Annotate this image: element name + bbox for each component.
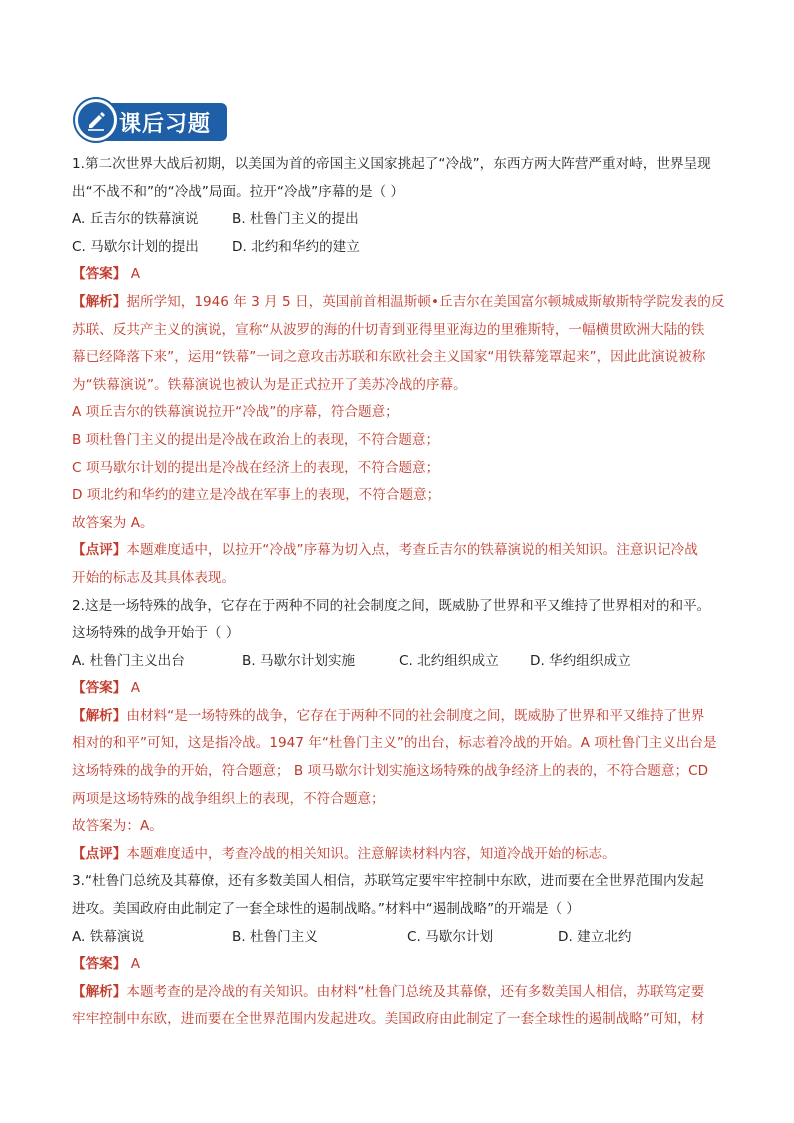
analysis-label: 【解析】 (72, 983, 127, 1000)
q1-stem-line: 1.第二次世界大战后初期，以美国为首的帝国主义国家挑起了“冷战”，东西方两大阵营严重对峙，世界呈现 (72, 156, 711, 172)
q2-stem-line: 这场特殊的战争开始于（ ） (72, 625, 240, 642)
q2-analysis-line: 相对的和平”可知，这是指冷战。1947 年“杜鲁门主义”的出台，标志着冷战的开始。A 项杜鲁门主义出台是 (72, 735, 717, 752)
exercise-content (72, 151, 740, 1034)
answer-label: 【答案】 (72, 956, 127, 973)
q1-analysis-line (72, 289, 740, 317)
q2-stem-line: 2.这是一场特殊的战争，它存在于两种不同的社会制度之间，既威胁了世界和平又维持了世界相对的和平。 (72, 597, 711, 614)
q2-analysis-line: 两项是这场特殊的战争组织上的表现，不符合题意； (72, 790, 385, 807)
q3-answer (72, 951, 740, 979)
analysis-text: 据所学知，1946 年 3 月 5 日，英国前首相温斯顿•丘吉尔在美国富尔顿城威斯敏斯特学院发表的反 (126, 293, 725, 310)
analysis-text: 由材料“是一场特殊的战争，它存在于两种不同的社会制度之间，既威胁了世界和平又维持了世界 (126, 707, 705, 724)
answer-label: 【答案】 (72, 266, 127, 283)
q1-conclusion: 故答案为 A。 (72, 514, 154, 531)
q2-comment-line (72, 841, 740, 869)
analysis-text: 本题考查的是冷战的有关知识。由材料“杜鲁门总统及其幕僚，还有多数美国人相信，苏联笃定要 (126, 983, 705, 1000)
q3-option-a: A. 铁幕演说 (72, 928, 145, 945)
q1-analysis-item: C 项马歇尔计划的提出是冷战在经济上的表现，不符合题意； (72, 459, 440, 476)
answer-label: 【答案】 (72, 680, 127, 697)
q3-option-d: D. 建立北约 (558, 928, 632, 945)
q1-analysis-item: B 项杜鲁门主义的提出是冷战在政治上的表现，不符合题意； (72, 431, 440, 448)
q2-analysis-line: 这场特殊的战争的开始，符合题意； B 项马歇尔计划实施这场特殊的战争经济上的表的，不符合题意；CD (72, 763, 709, 780)
comment-text: 本题难度适中，考查冷战的相关知识。注意解读材料内容，知道冷战开始的标志。 (126, 845, 616, 862)
section-header-badge (75, 99, 227, 141)
answer-value: A (126, 680, 140, 697)
answer-value: A (126, 266, 140, 283)
q3-stem-line: 进攻。美国政府由此制定了一套全球性的遏制战略。”材料中“遏制战略”的开端是（ ） (72, 901, 581, 918)
q1-options-row (72, 206, 740, 234)
q1-answer (72, 261, 740, 289)
q1-option-d: D. 北约和华约的建立 (232, 238, 360, 255)
q1-options-row (72, 234, 740, 262)
q1-comment-line: 开始的标志及其具体表现。 (72, 569, 236, 586)
q2-answer (72, 675, 740, 703)
q2-option-b: B. 马歇尔计划实施 (242, 652, 356, 669)
analysis-label: 【解析】 (72, 707, 127, 724)
q3-analysis-line: 牢牢控制中东欧，进而要在全世界范围内发起进攻。美国政府由此制定了一套全球性的遏制战略”可知，材 (72, 1011, 705, 1028)
answer-value: A (126, 956, 140, 973)
q2-option-a: A. 杜鲁门主义出台 (72, 652, 185, 669)
q1-analysis-line: 幕已经降落下来”，运用“铁幕”一词之意攻击苏联和东欧社会主义国家“用铁幕笼罩起来”，因此此演说被称 (72, 349, 706, 366)
q3-option-c: C. 马歇尔计划 (407, 928, 494, 945)
analysis-label: 【解析】 (72, 293, 127, 310)
q1-option-b: B. 杜鲁门主义的提出 (232, 211, 359, 228)
comment-label: 【点评】 (72, 542, 127, 559)
q1-analysis-item: A 项丘吉尔的铁幕演说拉开“冷战”的序幕，符合题意； (72, 404, 399, 421)
q2-conclusion: 故答案为：A。 (72, 818, 163, 835)
q3-analysis-line (72, 979, 740, 1007)
q1-option-c: C. 马歇尔计划的提出 (72, 238, 199, 255)
q2-option-c: C. 北约组织成立 (399, 652, 499, 669)
comment-label: 【点评】 (72, 845, 127, 862)
q1-analysis-line: 苏联、反共产主义的演说，宣称“从波罗的海的什切青到亚得里亚海边的里雅斯特，一幅横贯欧洲大陆的铁 (72, 321, 705, 338)
q1-analysis-item: D 项北约和华约的建立是冷战在军事上的表现，不符合题意； (72, 487, 441, 504)
edit-pencil-icon (75, 99, 117, 141)
q2-analysis-line (72, 703, 740, 731)
q3-stem-line: 3.“杜鲁门总统及其幕僚，还有多数美国人相信，苏联笃定要牢牢控制中东欧，进而要在全世界范围内发起 (72, 873, 704, 890)
comment-text: 本题难度适中，以拉开“冷战”序幕为切入点，考查丘吉尔的铁幕演说的相关知识。注意识记冷战 (126, 542, 698, 559)
q3-option-b: B. 杜鲁门主义 (232, 928, 318, 945)
q3-options-row (72, 924, 740, 952)
q1-option-a: A. 丘吉尔的铁幕演说 (72, 211, 199, 228)
q2-option-d: D. 华约组织成立 (530, 652, 631, 669)
q2-options-row (72, 648, 740, 676)
q1-comment-line (72, 537, 740, 565)
section-title: 课后习题 (119, 112, 212, 137)
q1-analysis-line: 为“铁幕演说”。铁幕演说也被认为是正式拉开了美苏冷战的序幕。 (72, 376, 467, 393)
q1-stem-line: 出“不战不和”的“冷战”局面。拉开“冷战”序幕的是（ ） (72, 183, 405, 200)
